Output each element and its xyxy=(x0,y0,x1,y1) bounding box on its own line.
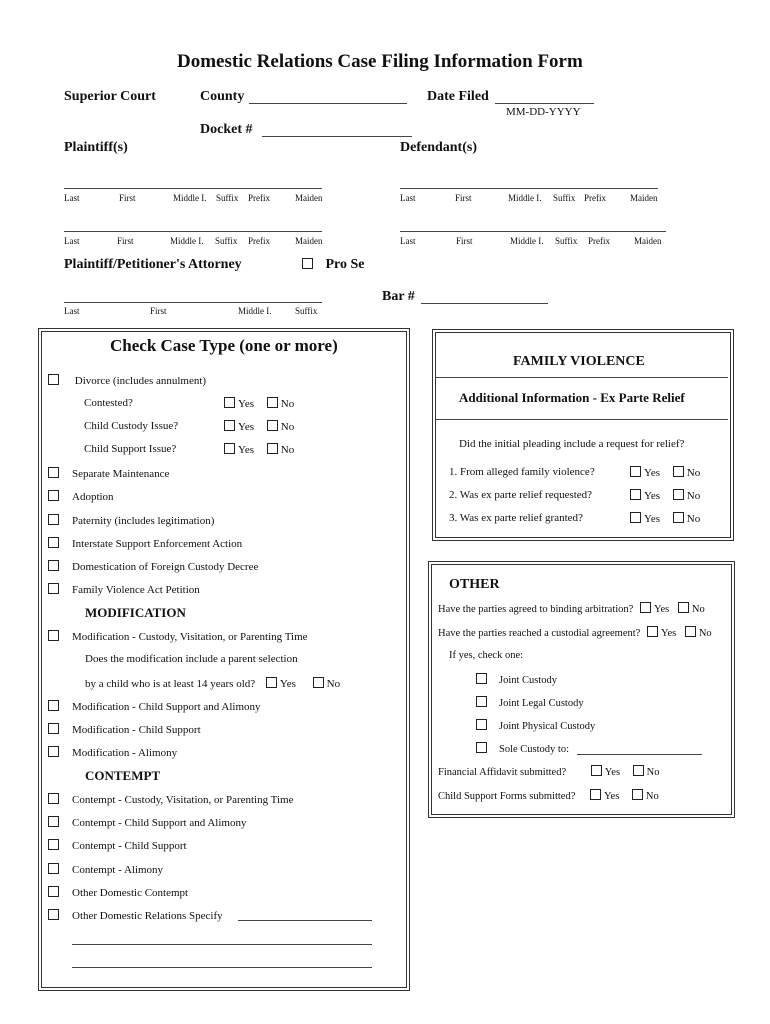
no-label: No xyxy=(686,467,701,479)
case-type-checkbox[interactable] xyxy=(48,886,59,897)
fv-yes[interactable] xyxy=(630,512,660,525)
no-checkbox[interactable] xyxy=(678,602,689,613)
case-type-label: Contempt - Custody, Visitation, or Parenting Time xyxy=(72,794,294,806)
pro-se-option[interactable] xyxy=(302,257,365,273)
form-title: Domestic Relations Case Filing Information Form xyxy=(177,51,583,72)
contested-yes[interactable] xyxy=(224,397,254,410)
name-part-label: Middle I. xyxy=(173,193,207,203)
custody-option-checkbox[interactable] xyxy=(476,673,487,684)
county-field[interactable] xyxy=(249,103,407,104)
custody-option-label: Joint Legal Custody xyxy=(499,698,584,709)
arbitration-row xyxy=(438,602,705,615)
case-type-checkbox[interactable] xyxy=(48,723,59,734)
custody-option-label: Joint Custody xyxy=(499,675,558,686)
name-part-label: Middle I. xyxy=(170,236,204,246)
case-type-item[interactable] xyxy=(48,583,200,596)
no-label: No xyxy=(326,678,341,690)
financial-affidavit-row xyxy=(438,765,660,778)
case-type-label: Modification - Child Support and Alimony xyxy=(72,701,261,713)
name-part-label: Suffix xyxy=(555,236,578,246)
bar-number-field[interactable] xyxy=(421,303,548,304)
fv-yes[interactable] xyxy=(630,466,660,479)
name-part-label: Maiden xyxy=(295,193,323,203)
fv-item-options xyxy=(630,512,700,525)
no-checkbox[interactable] xyxy=(633,765,644,776)
family-violence-divider xyxy=(436,377,728,378)
other-specify-item[interactable] xyxy=(48,909,223,922)
financial-affidavit-no[interactable] xyxy=(633,767,660,778)
case-type-item[interactable] xyxy=(48,863,163,876)
case-type-label: Other Domestic Contempt xyxy=(72,887,189,899)
name-part-label: Prefix xyxy=(248,193,270,203)
family-violence-subheading: Additional Information - Ex Parte Relief xyxy=(459,390,685,405)
case-type-item[interactable] xyxy=(48,630,308,643)
yes-label: Yes xyxy=(604,767,621,778)
contempt-heading: CONTEMPT xyxy=(85,768,161,783)
case-type-item[interactable] xyxy=(48,560,258,573)
defendant-1-name-field[interactable] xyxy=(400,188,658,189)
name-part-label: Suffix xyxy=(295,306,318,316)
case-type-checkbox[interactable] xyxy=(48,630,59,641)
date-filed-label: Date Filed xyxy=(427,89,489,104)
support-forms-row xyxy=(438,789,659,802)
no-label: No xyxy=(686,490,701,502)
name-part-label: First xyxy=(117,236,134,246)
no-checkbox[interactable] xyxy=(685,626,696,637)
other-specify-field[interactable] xyxy=(238,920,372,921)
case-type-checkbox[interactable] xyxy=(48,793,59,804)
case-type-item[interactable] xyxy=(48,816,246,829)
yes-checkbox[interactable] xyxy=(630,512,641,523)
plaintiffs-label: Plaintiff(s) xyxy=(64,140,128,155)
no-checkbox[interactable] xyxy=(267,443,278,454)
case-type-checkbox[interactable] xyxy=(48,583,59,594)
custody-option[interactable] xyxy=(476,719,595,732)
case-type-label: Contempt - Child Support xyxy=(72,840,187,852)
support-forms-yes[interactable] xyxy=(590,791,619,802)
case-type-item[interactable] xyxy=(48,490,114,503)
case-type-checkbox[interactable] xyxy=(48,560,59,571)
family-violence-question: Did the initial pleading include a request for relief? xyxy=(459,438,685,450)
name-part-label: Last xyxy=(64,193,80,203)
yes-checkbox[interactable] xyxy=(590,789,601,800)
case-type-checkbox[interactable] xyxy=(48,839,59,850)
case-type-checkbox[interactable] xyxy=(48,537,59,548)
custody-option-checkbox[interactable] xyxy=(476,719,487,730)
support-forms-no[interactable] xyxy=(632,791,659,802)
custody-option[interactable] xyxy=(476,673,557,686)
no-label: No xyxy=(280,421,295,433)
name-part-label: Middle I. xyxy=(508,193,542,203)
modification-question-line-1: Does the modification include a parent selection xyxy=(85,653,298,665)
yes-label: Yes xyxy=(653,604,670,615)
yes-label: Yes xyxy=(644,467,661,479)
no-checkbox[interactable] xyxy=(673,512,684,523)
case-type-label: Family Violence Act Petition xyxy=(72,584,200,596)
divorce-item[interactable] xyxy=(48,374,206,387)
support-issue-no[interactable] xyxy=(267,443,294,456)
fv-item-label: 2. Was ex parte relief requested? xyxy=(449,489,593,501)
other-heading: OTHER xyxy=(449,577,500,592)
docket-field[interactable] xyxy=(262,136,412,137)
bar-label: Bar # xyxy=(382,289,415,304)
no-label: No xyxy=(691,604,705,615)
defendants-label: Defendant(s) xyxy=(400,140,477,155)
fv-no[interactable] xyxy=(673,512,700,525)
contested-no[interactable] xyxy=(267,397,294,410)
case-type-item[interactable] xyxy=(48,746,177,759)
name-part-label: Prefix xyxy=(248,236,270,246)
fv-no[interactable] xyxy=(673,489,700,502)
modification-question-line-2: by a child who is at least 14 years old? xyxy=(85,678,256,690)
name-part-label: First xyxy=(119,193,136,203)
custody-issue-options xyxy=(224,420,294,433)
no-checkbox[interactable] xyxy=(267,397,278,408)
support-issue-options xyxy=(224,443,294,456)
superior-court-label: Superior Court xyxy=(64,89,156,104)
yes-checkbox[interactable] xyxy=(224,443,235,454)
case-type-label: Modification - Custody, Visitation, or Parenting Time xyxy=(72,631,308,643)
no-checkbox[interactable] xyxy=(313,677,324,688)
date-format-hint: MM-DD-YYYY xyxy=(506,106,581,118)
name-part-label: Maiden xyxy=(634,236,662,246)
name-part-label: Suffix xyxy=(216,193,239,203)
name-part-label: First xyxy=(150,306,167,316)
plaintiff-2-name-field[interactable] xyxy=(64,231,322,232)
financial-affidavit-yes[interactable] xyxy=(591,767,620,778)
contested-options xyxy=(224,397,294,410)
name-part-label: First xyxy=(455,193,472,203)
case-type-checkbox[interactable] xyxy=(48,746,59,757)
yes-label: Yes xyxy=(279,678,296,690)
case-type-heading: Check Case Type (one or more) xyxy=(110,336,338,355)
yes-label: Yes xyxy=(238,398,255,410)
name-part-label: Prefix xyxy=(588,236,610,246)
custody-issue-no[interactable] xyxy=(267,420,294,433)
support-issue-label: Child Support Issue? xyxy=(84,443,177,455)
no-checkbox[interactable] xyxy=(267,420,278,431)
other-specify-checkbox[interactable] xyxy=(48,909,59,920)
yes-checkbox[interactable] xyxy=(266,677,277,688)
yes-checkbox[interactable] xyxy=(640,602,651,613)
name-part-label: Last xyxy=(64,306,80,316)
yes-checkbox[interactable] xyxy=(647,626,658,637)
yes-label: Yes xyxy=(604,791,620,802)
contested-label: Contested? xyxy=(84,397,133,409)
case-type-label: Contempt - Alimony xyxy=(72,864,164,876)
case-type-item[interactable] xyxy=(48,467,169,480)
family-violence-heading: FAMILY VIOLENCE xyxy=(513,354,645,369)
no-label: No xyxy=(280,444,295,456)
custodial-row xyxy=(438,626,712,639)
custody-option[interactable] xyxy=(476,742,569,755)
case-type-item[interactable] xyxy=(48,886,188,899)
modification-question xyxy=(85,677,340,690)
yes-label: Yes xyxy=(644,490,661,502)
name-part-label: First xyxy=(456,236,473,246)
custody-option[interactable] xyxy=(476,696,584,709)
yes-checkbox[interactable] xyxy=(224,397,235,408)
fv-yes[interactable] xyxy=(630,489,660,502)
other-specify-line-3[interactable] xyxy=(72,967,372,968)
no-checkbox[interactable] xyxy=(632,789,643,800)
no-label: No xyxy=(280,398,295,410)
name-part-label: Middle I. xyxy=(238,306,272,316)
plaintiff-1-name-field[interactable] xyxy=(64,188,322,189)
family-violence-divider-2 xyxy=(436,419,728,420)
no-label: No xyxy=(698,628,712,639)
name-part-label: Prefix xyxy=(584,193,606,203)
case-type-checkbox[interactable] xyxy=(48,816,59,827)
case-type-label: Modification - Alimony xyxy=(72,747,178,759)
case-type-label: Interstate Support Enforcement Action xyxy=(72,538,243,550)
yes-checkbox[interactable] xyxy=(224,420,235,431)
yes-label: Yes xyxy=(238,444,255,456)
name-part-label: Last xyxy=(400,193,416,203)
case-type-item[interactable] xyxy=(48,537,242,550)
arbitration-no[interactable] xyxy=(678,604,705,615)
case-type-label: Separate Maintenance xyxy=(72,468,170,480)
other-specify-line-2[interactable] xyxy=(72,944,372,945)
name-part-label: Maiden xyxy=(295,236,323,246)
pro-se-checkbox[interactable] xyxy=(302,258,313,269)
fv-item-options xyxy=(630,489,700,502)
modification-heading: MODIFICATION xyxy=(85,605,186,620)
case-type-item[interactable] xyxy=(48,723,201,736)
name-part-label: Suffix xyxy=(553,193,576,203)
custodial-label: Have the parties reached a custodial agreement? xyxy=(438,628,641,639)
support-issue-yes[interactable] xyxy=(224,443,254,456)
fv-item-label: 3. Was ex parte relief granted? xyxy=(449,512,583,524)
attorney-name-field[interactable] xyxy=(64,302,322,303)
custody-issue-yes[interactable] xyxy=(224,420,254,433)
arbitration-yes[interactable] xyxy=(640,604,669,615)
case-type-checkbox[interactable] xyxy=(48,700,59,711)
case-type-label: Contempt - Child Support and Alimony xyxy=(72,817,247,829)
county-label: County xyxy=(200,89,245,104)
name-part-label: Last xyxy=(400,236,416,246)
case-type-checkbox[interactable] xyxy=(48,467,59,478)
case-type-label: Domestication of Foreign Custody Decree xyxy=(72,561,259,573)
custody-option-label: Sole Custody to: xyxy=(499,744,570,755)
sole-custody-field[interactable] xyxy=(577,754,702,755)
case-type-checkbox[interactable] xyxy=(48,863,59,874)
if-yes-label: If yes, check one: xyxy=(449,650,524,661)
divorce-checkbox[interactable] xyxy=(48,374,59,385)
no-label: No xyxy=(645,791,659,802)
financial-affidavit-label: Financial Affidavit submitted? xyxy=(438,767,567,778)
custody-issue-label: Child Custody Issue? xyxy=(84,420,179,432)
defendant-2-name-field[interactable] xyxy=(400,231,666,232)
custody-option-checkbox[interactable] xyxy=(476,742,487,753)
custodial-yes[interactable] xyxy=(647,628,676,639)
custody-option-checkbox[interactable] xyxy=(476,696,487,707)
yes-label: Yes xyxy=(238,421,255,433)
case-type-item[interactable] xyxy=(48,514,214,527)
custody-option-label: Joint Physical Custody xyxy=(499,721,596,732)
name-part-label: Suffix xyxy=(215,236,238,246)
case-type-label: Paternity (includes legitimation) xyxy=(72,515,215,527)
yes-checkbox[interactable] xyxy=(630,466,641,477)
fv-item-options xyxy=(630,466,700,479)
date-filed-field[interactable] xyxy=(495,103,594,104)
docket-label: Docket # xyxy=(200,122,253,137)
modification-question-no[interactable] xyxy=(313,678,340,690)
yes-label: Yes xyxy=(660,628,677,639)
name-part-label: Last xyxy=(64,236,80,246)
custodial-no[interactable] xyxy=(685,628,712,639)
pro-se-label: Pro Se xyxy=(325,257,365,272)
case-type-item[interactable] xyxy=(48,793,294,806)
no-label: No xyxy=(646,767,660,778)
case-type-checkbox[interactable] xyxy=(48,514,59,525)
attorney-label: Plaintiff/Petitioner's Attorney xyxy=(64,257,242,272)
no-checkbox[interactable] xyxy=(673,466,684,477)
arbitration-label: Have the parties agreed to binding arbitration? xyxy=(438,604,634,615)
modification-question-yes[interactable] xyxy=(266,678,296,690)
fv-item-label: 1. From alleged family violence? xyxy=(449,466,595,478)
case-type-label: Adoption xyxy=(72,491,114,503)
name-part-label: Maiden xyxy=(630,193,658,203)
other-specify-label: Other Domestic Relations Specify xyxy=(72,910,223,922)
no-label: No xyxy=(686,513,701,525)
yes-label: Yes xyxy=(644,513,661,525)
yes-checkbox[interactable] xyxy=(630,489,641,500)
case-type-checkbox[interactable] xyxy=(48,490,59,501)
divorce-label: Divorce (includes annulment) xyxy=(74,375,207,387)
no-checkbox[interactable] xyxy=(673,489,684,500)
case-type-label: Modification - Child Support xyxy=(72,724,201,736)
name-part-label: Middle I. xyxy=(510,236,544,246)
support-forms-label: Child Support Forms submitted? xyxy=(438,791,576,802)
yes-checkbox[interactable] xyxy=(591,765,602,776)
case-type-item[interactable] xyxy=(48,839,187,852)
fv-no[interactable] xyxy=(673,466,700,479)
case-type-item[interactable] xyxy=(48,700,261,713)
